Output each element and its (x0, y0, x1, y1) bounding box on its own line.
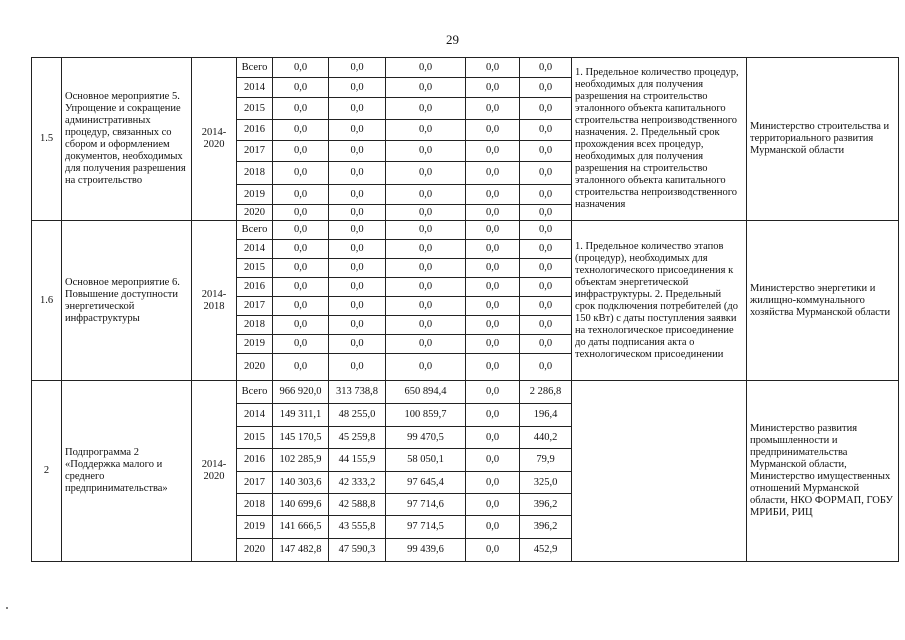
funding-value-cell: 0,0 (466, 449, 520, 472)
funding-value-cell: 0,0 (466, 78, 520, 98)
funding-value-cell: 0,0 (466, 427, 520, 449)
funding-value-cell: 0,0 (466, 162, 520, 185)
year-cell: 2016 (237, 449, 273, 472)
funding-value-cell: 147 482,8 (273, 539, 329, 562)
funding-value-cell: 0,0 (466, 381, 520, 404)
funding-value-cell: 0,0 (466, 278, 520, 297)
funding-value-cell: 58 050,1 (386, 449, 466, 472)
funding-value-cell: 0,0 (329, 297, 386, 316)
funding-value-cell: 0,0 (520, 221, 572, 240)
indicators-cell (572, 381, 747, 562)
funding-value-cell: 0,0 (466, 259, 520, 278)
year-cell: 2018 (237, 316, 273, 335)
funding-value-cell: 0,0 (329, 354, 386, 381)
funding-value-cell: 0,0 (329, 316, 386, 335)
funding-value-cell: 0,0 (386, 78, 466, 98)
funding-value-cell: 43 555,8 (329, 516, 386, 539)
funding-value-cell: 325,0 (520, 472, 572, 494)
funding-value-cell: 0,0 (386, 240, 466, 259)
funding-value-cell: 0,0 (520, 120, 572, 141)
funding-value-cell: 650 894,4 (386, 381, 466, 404)
funding-value-cell: 0,0 (386, 278, 466, 297)
year-cell: 2020 (237, 539, 273, 562)
funding-value-cell: 0,0 (520, 278, 572, 297)
activity-name: Основное мероприятие 6. Повышение доступности энергетической инфраструктуры (62, 221, 192, 381)
funding-value-cell: 966 920,0 (273, 381, 329, 404)
funding-value-cell: 0,0 (329, 98, 386, 120)
funding-value-cell: 97 714,5 (386, 516, 466, 539)
funding-value-cell: 42 588,8 (329, 494, 386, 516)
funding-value-cell: 0,0 (520, 162, 572, 185)
funding-value-cell: 0,0 (329, 162, 386, 185)
funding-value-cell: 0,0 (520, 259, 572, 278)
year-cell: 2019 (237, 335, 273, 354)
funding-value-cell: 396,2 (520, 516, 572, 539)
row-code: 2 (32, 381, 62, 562)
funding-value-cell: 141 666,5 (273, 516, 329, 539)
funding-value-cell: 0,0 (329, 141, 386, 162)
year-cell: Всего (237, 58, 273, 78)
funding-value-cell: 0,0 (273, 316, 329, 335)
funding-value-cell: 0,0 (466, 539, 520, 562)
funding-value-cell: 196,4 (520, 404, 572, 427)
funding-value-cell: 0,0 (273, 141, 329, 162)
funding-value-cell: 100 859,7 (386, 404, 466, 427)
funding-value-cell: 0,0 (273, 205, 329, 221)
year-cell: Всего (237, 381, 273, 404)
funding-value-cell: 0,0 (520, 141, 572, 162)
funding-value-cell: 0,0 (273, 78, 329, 98)
table-row (32, 221, 899, 240)
funding-value-cell: 440,2 (520, 427, 572, 449)
funding-value-cell: 0,0 (466, 205, 520, 221)
funding-value-cell: 0,0 (329, 240, 386, 259)
funding-value-cell: 0,0 (466, 404, 520, 427)
funding-value-cell: 0,0 (329, 205, 386, 221)
activity-name: Подпрограмма 2 «Поддержка малого и среднего предпринимательства» (62, 381, 192, 562)
funding-value-cell: 102 285,9 (273, 449, 329, 472)
funding-value-cell: 0,0 (386, 335, 466, 354)
funding-value-cell: 396,2 (520, 494, 572, 516)
funding-value-cell: 0,0 (386, 162, 466, 185)
funding-value-cell: 0,0 (386, 141, 466, 162)
funding-value-cell: 0,0 (329, 278, 386, 297)
funding-value-cell: 0,0 (329, 185, 386, 205)
funding-value-cell: 0,0 (520, 297, 572, 316)
funding-value-cell: 97 714,6 (386, 494, 466, 516)
funding-value-cell: 0,0 (466, 120, 520, 141)
scan-speck (6, 607, 8, 609)
year-cell: 2020 (237, 205, 273, 221)
period-cell: 2014-2018 (192, 221, 237, 381)
funding-value-cell: 0,0 (520, 316, 572, 335)
funding-value-cell: 0,0 (329, 221, 386, 240)
funding-value-cell: 0,0 (466, 185, 520, 205)
funding-value-cell: 99 439,6 (386, 539, 466, 562)
table-row (32, 58, 899, 78)
funding-value-cell: 0,0 (520, 335, 572, 354)
funding-value-cell: 0,0 (520, 185, 572, 205)
funding-value-cell: 0,0 (386, 120, 466, 141)
funding-value-cell: 0,0 (520, 58, 572, 78)
funding-value-cell: 0,0 (466, 141, 520, 162)
funding-value-cell: 45 259,8 (329, 427, 386, 449)
funding-value-cell: 140 303,6 (273, 472, 329, 494)
funding-value-cell: 0,0 (273, 185, 329, 205)
funding-value-cell: 0,0 (273, 278, 329, 297)
funding-value-cell: 0,0 (386, 205, 466, 221)
year-cell: 2018 (237, 162, 273, 185)
executor-cell: Министерство энергетики и жилищно-коммунального хозяйства Мурманской области (747, 221, 899, 381)
activity-name: Основное мероприятие 5. Упрощение и сокращение административных процедур, связанных со сбором и оформлением документов, необходимых для получения разрешения на строительство (62, 58, 192, 221)
funding-value-cell: 0,0 (520, 205, 572, 221)
funding-value-cell: 0,0 (386, 185, 466, 205)
period-cell: 2014-2020 (192, 381, 237, 562)
funding-value-cell: 0,0 (466, 516, 520, 539)
table-row (32, 381, 899, 404)
funding-value-cell: 0,0 (466, 240, 520, 259)
funding-value-cell: 0,0 (466, 316, 520, 335)
page-number: 29 (446, 32, 459, 47)
funding-value-cell: 0,0 (466, 98, 520, 120)
year-cell: 2014 (237, 404, 273, 427)
year-cell: 2017 (237, 141, 273, 162)
row-code: 1.5 (32, 58, 62, 221)
funding-value-cell: 44 155,9 (329, 449, 386, 472)
funding-value-cell: 0,0 (329, 335, 386, 354)
year-cell: Всего (237, 221, 273, 240)
executor-cell: Министерство развития промышленности и предпринимательства Мурманской области, Министерство имущественных отношений Мурманской области, НКО ФОРМАП, ГОБУ МРИБИ, РИЦ (747, 381, 899, 562)
funding-value-cell: 0,0 (329, 78, 386, 98)
funding-value-cell: 99 470,5 (386, 427, 466, 449)
funding-value-cell: 0,0 (386, 316, 466, 335)
funding-value-cell: 0,0 (386, 98, 466, 120)
year-cell: 2014 (237, 78, 273, 98)
funding-value-cell: 0,0 (386, 259, 466, 278)
funding-value-cell: 0,0 (466, 335, 520, 354)
table-body (32, 58, 899, 562)
funding-value-cell: 0,0 (466, 494, 520, 516)
funding-value-cell: 0,0 (273, 58, 329, 78)
funding-value-cell: 0,0 (520, 78, 572, 98)
funding-value-cell: 0,0 (466, 297, 520, 316)
funding-value-cell: 79,9 (520, 449, 572, 472)
funding-value-cell: 140 699,6 (273, 494, 329, 516)
year-cell: 2016 (237, 120, 273, 141)
funding-value-cell: 97 645,4 (386, 472, 466, 494)
year-cell: 2019 (237, 185, 273, 205)
indicators-cell: 1. Предельное количество процедур, необходимых для получения разрешения на строительство эталонного объекта капитального строительства непроизводственного назначения. 2. Предельный срок прохождения всех процедур, необходимых для получения разрешения на строительство эталонного объекта капитального строительства непроизводственного назначения (572, 58, 747, 221)
funding-value-cell: 0,0 (273, 162, 329, 185)
funding-value-cell: 149 311,1 (273, 404, 329, 427)
funding-value-cell: 48 255,0 (329, 404, 386, 427)
year-cell: 2017 (237, 297, 273, 316)
funding-value-cell: 0,0 (273, 297, 329, 316)
funding-value-cell: 452,9 (520, 539, 572, 562)
year-cell: 2016 (237, 278, 273, 297)
funding-value-cell: 0,0 (466, 58, 520, 78)
funding-value-cell: 42 333,2 (329, 472, 386, 494)
funding-value-cell: 0,0 (386, 58, 466, 78)
year-cell: 2015 (237, 259, 273, 278)
funding-value-cell: 0,0 (466, 221, 520, 240)
funding-value-cell: 0,0 (520, 98, 572, 120)
program-table (31, 57, 899, 562)
funding-value-cell: 0,0 (273, 240, 329, 259)
funding-value-cell: 0,0 (466, 472, 520, 494)
row-code: 1.6 (32, 221, 62, 381)
indicators-cell: 1. Предельное количество этапов (процедур), необходимых для технологического присоединения к объектам энергетической инфраструктуры. 2. Предельный срок подключения потребителей (до 150 кВт) с даты поступления заявки на технологическое присоединение до даты подписания акта о технологическом присоединении (572, 221, 747, 381)
funding-value-cell: 0,0 (329, 58, 386, 78)
funding-value-cell: 145 170,5 (273, 427, 329, 449)
funding-value-cell: 0,0 (386, 354, 466, 381)
year-cell: 2020 (237, 354, 273, 381)
year-cell: 2014 (237, 240, 273, 259)
funding-value-cell: 2 286,8 (520, 381, 572, 404)
year-cell: 2015 (237, 427, 273, 449)
year-cell: 2015 (237, 98, 273, 120)
funding-value-cell: 0,0 (273, 120, 329, 141)
year-cell: 2019 (237, 516, 273, 539)
funding-value-cell: 0,0 (520, 240, 572, 259)
funding-value-cell: 0,0 (273, 335, 329, 354)
executor-cell: Министерство строительства и территориального развития Мурманской области (747, 58, 899, 221)
funding-value-cell: 0,0 (386, 297, 466, 316)
period-cell: 2014-2020 (192, 58, 237, 221)
funding-value-cell: 0,0 (520, 354, 572, 381)
funding-value-cell: 0,0 (273, 98, 329, 120)
funding-value-cell: 0,0 (273, 221, 329, 240)
funding-value-cell: 0,0 (329, 120, 386, 141)
funding-value-cell: 47 590,3 (329, 539, 386, 562)
funding-value-cell: 313 738,8 (329, 381, 386, 404)
funding-value-cell: 0,0 (466, 354, 520, 381)
funding-value-cell: 0,0 (273, 354, 329, 381)
funding-value-cell: 0,0 (386, 221, 466, 240)
year-cell: 2018 (237, 494, 273, 516)
funding-value-cell: 0,0 (273, 259, 329, 278)
funding-value-cell: 0,0 (329, 259, 386, 278)
year-cell: 2017 (237, 472, 273, 494)
